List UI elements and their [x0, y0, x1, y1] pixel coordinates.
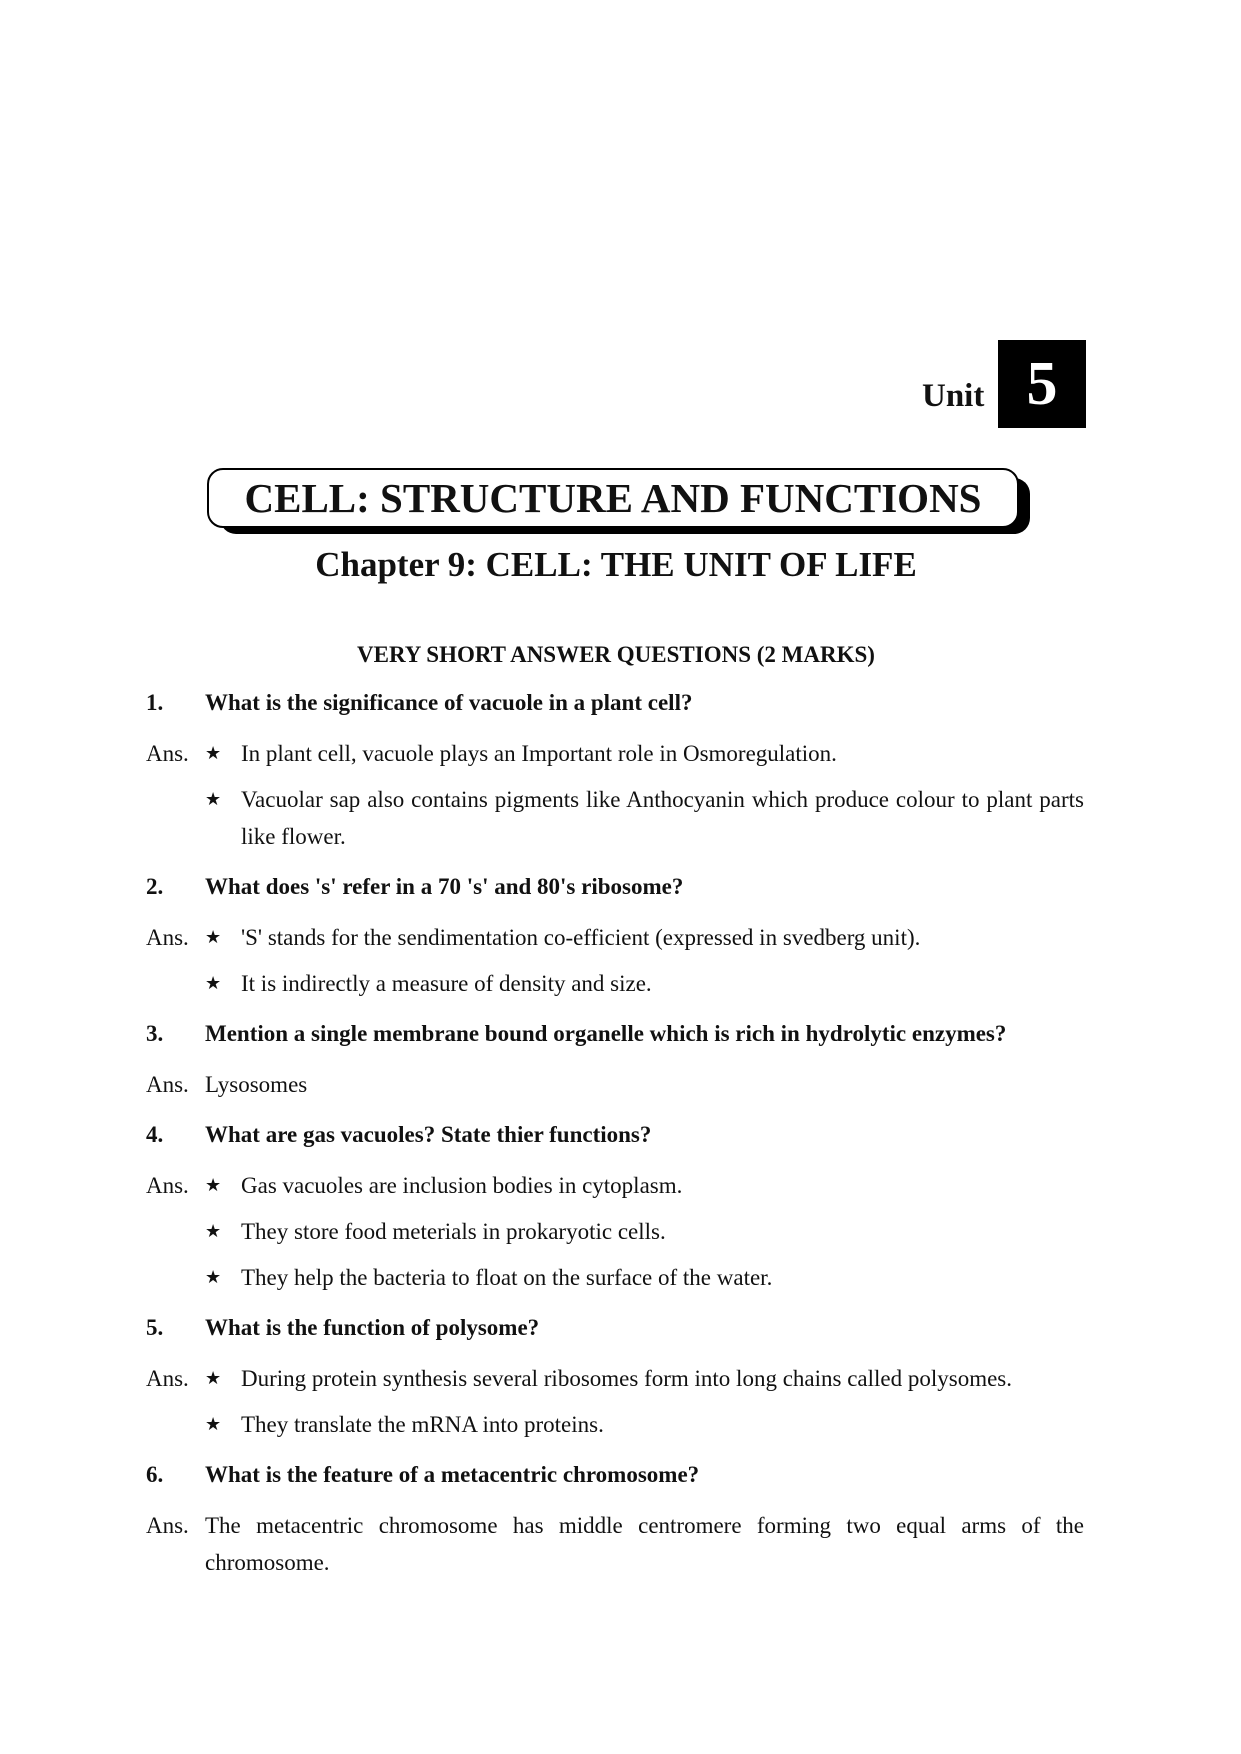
star-bullet-icon: ★ — [205, 927, 222, 948]
answer-point — [205, 965, 1084, 1002]
question-text: What is the function of polysome? — [205, 1315, 540, 1340]
answer — [146, 919, 1084, 1002]
question — [146, 1313, 1084, 1343]
question-list — [146, 688, 1084, 1598]
question-number: 6. — [146, 1462, 164, 1487]
answer-body — [205, 1167, 1084, 1296]
question-number: 3. — [146, 1021, 164, 1046]
answer-point — [205, 781, 1084, 855]
question-text: Mention a single membrane bound organelle which is rich in hydrolytic enzymes? — [205, 1021, 1007, 1046]
question — [146, 688, 1084, 718]
answer-label: Ans. — [146, 1173, 189, 1198]
star-bullet-icon: ★ — [205, 743, 222, 764]
answer-point-text: During protein synthesis several ribosomes form into long chains called polysomes. — [241, 1366, 1013, 1391]
answer-point-text: Vacuolar sap also contains pigments like Anthocyanin which produce colour to plant parts like flower. — [241, 787, 1084, 849]
answer-body — [205, 1507, 1084, 1581]
question — [146, 1120, 1084, 1150]
answer-point-text: 'S' stands for the sendimentation co-efficient (expressed in svedberg unit). — [241, 925, 921, 950]
answer-text: Lysosomes — [205, 1072, 308, 1097]
question-number: 1. — [146, 690, 164, 715]
answer-point-text: In plant cell, vacuole plays an Important role in Osmoregulation. — [241, 741, 837, 766]
star-bullet-icon: ★ — [205, 1175, 222, 1196]
answer-point-text: Gas vacuoles are inclusion bodies in cytoplasm. — [241, 1173, 683, 1198]
answer-point — [205, 1360, 1084, 1397]
question-text: What is the feature of a metacentric chromosome? — [205, 1462, 700, 1487]
answer-label: Ans. — [146, 925, 189, 950]
star-bullet-icon: ★ — [205, 1267, 222, 1288]
answer-point — [205, 1167, 1084, 1204]
answer-point — [205, 919, 1084, 956]
chapter-heading: Chapter 9: CELL: THE UNIT OF LIFE — [315, 545, 917, 584]
answer-body — [205, 919, 1084, 1002]
unit-label: Unit — [922, 378, 985, 414]
answer-point — [205, 1259, 1084, 1296]
star-bullet-icon: ★ — [205, 1414, 222, 1435]
question-number: 4. — [146, 1122, 164, 1147]
question-text: What are gas vacuoles? State thier functions? — [205, 1122, 652, 1147]
star-bullet-icon: ★ — [205, 1221, 222, 1242]
answer — [146, 1066, 1084, 1103]
answer — [146, 1167, 1084, 1296]
answer — [146, 1507, 1084, 1581]
section-heading: VERY SHORT ANSWER QUESTIONS (2 MARKS) — [357, 642, 875, 667]
answer-body — [205, 1066, 1084, 1103]
question-number: 5. — [146, 1315, 164, 1340]
unit-number-badge: 5 — [998, 340, 1086, 428]
answer-point-text: They help the bacteria to float on the surface of the water. — [241, 1265, 773, 1290]
answer-point — [205, 735, 1084, 772]
answer-label: Ans. — [146, 1072, 189, 1097]
answer-label: Ans. — [146, 1513, 189, 1538]
answer-label: Ans. — [146, 741, 189, 766]
question-text: What is the significance of vacuole in a plant cell? — [205, 690, 693, 715]
answer-point-text: They translate the mRNA into proteins. — [241, 1412, 604, 1437]
answer-point — [205, 1406, 1084, 1443]
answer-point-text: It is indirectly a measure of density and size. — [241, 971, 652, 996]
answer — [146, 735, 1084, 855]
answer-text: The metacentric chromosome has middle centromere forming two equal arms of the chromosome. — [205, 1513, 1084, 1575]
question — [146, 1460, 1084, 1490]
answer-body — [205, 735, 1084, 855]
star-bullet-icon: ★ — [205, 789, 222, 810]
answer-point — [205, 1213, 1084, 1250]
star-bullet-icon: ★ — [205, 1368, 222, 1389]
question — [146, 1019, 1084, 1049]
question — [146, 872, 1084, 902]
answer-label: Ans. — [146, 1366, 189, 1391]
answer-body — [205, 1360, 1084, 1443]
question-text: What does 's' refer in a 70 's' and 80's ribosome? — [205, 874, 684, 899]
answer — [146, 1360, 1084, 1443]
question-number: 2. — [146, 874, 164, 899]
unit-title: CELL: STRUCTURE AND FUNCTIONS — [207, 468, 1019, 528]
star-bullet-icon: ★ — [205, 973, 222, 994]
answer-point-text: They store food meterials in prokaryotic cells. — [241, 1219, 666, 1244]
